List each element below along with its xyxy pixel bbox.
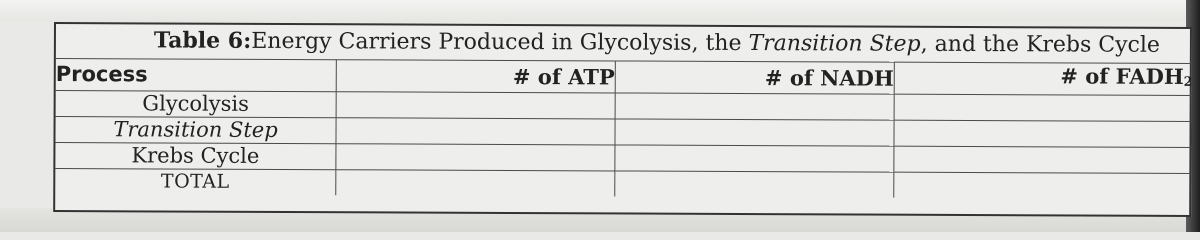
cell-glycolysis-fadh[interactable]: [894, 94, 1193, 121]
cell-krebs-fadh[interactable]: [894, 146, 1193, 173]
row-label-transition-step: Transition Step: [55, 117, 336, 144]
cell-transition-fadh[interactable]: [894, 120, 1193, 147]
header-fadh-text: # of FADH: [1060, 63, 1184, 89]
header-process: Process: [56, 59, 337, 92]
cell-krebs-nadh[interactable]: [615, 145, 894, 172]
cell-transition-nadh[interactable]: [615, 119, 894, 146]
row-label-krebs-cycle: Krebs Cycle: [55, 143, 336, 170]
table-caption-label: Table 6:: [153, 27, 252, 54]
cell-transition-atp[interactable]: [336, 118, 615, 145]
cell-total-nadh[interactable]: [615, 171, 894, 198]
cell-total-fadh[interactable]: [894, 172, 1193, 199]
row-label-glycolysis: Glycolysis: [56, 91, 337, 118]
header-fadh-subscript: 2: [1183, 74, 1193, 90]
cell-krebs-atp[interactable]: [336, 144, 615, 171]
table-caption-text-b: , and the Krebs Cycle: [920, 31, 1161, 58]
header-atp: # of ATP: [336, 60, 615, 93]
cell-glycolysis-nadh[interactable]: [615, 93, 894, 120]
table-row: [55, 169, 1192, 199]
header-nadh: # of NADH: [615, 61, 894, 94]
page-top-strip: [0, 0, 1200, 22]
energy-carriers-table: [55, 58, 1193, 199]
table-header-row: [56, 59, 1193, 96]
table-caption: [154, 26, 1160, 59]
header-fadh: [894, 62, 1193, 95]
table-caption-italic: Transition Step: [748, 31, 921, 57]
table-caption-text-a: Energy Carriers Produced in Glycolysis, the: [251, 28, 749, 57]
row-label-total: TOTAL: [55, 169, 336, 196]
cell-glycolysis-atp[interactable]: [336, 92, 615, 119]
cell-total-atp[interactable]: [336, 170, 615, 197]
energy-carriers-table-frame: [53, 22, 1192, 217]
